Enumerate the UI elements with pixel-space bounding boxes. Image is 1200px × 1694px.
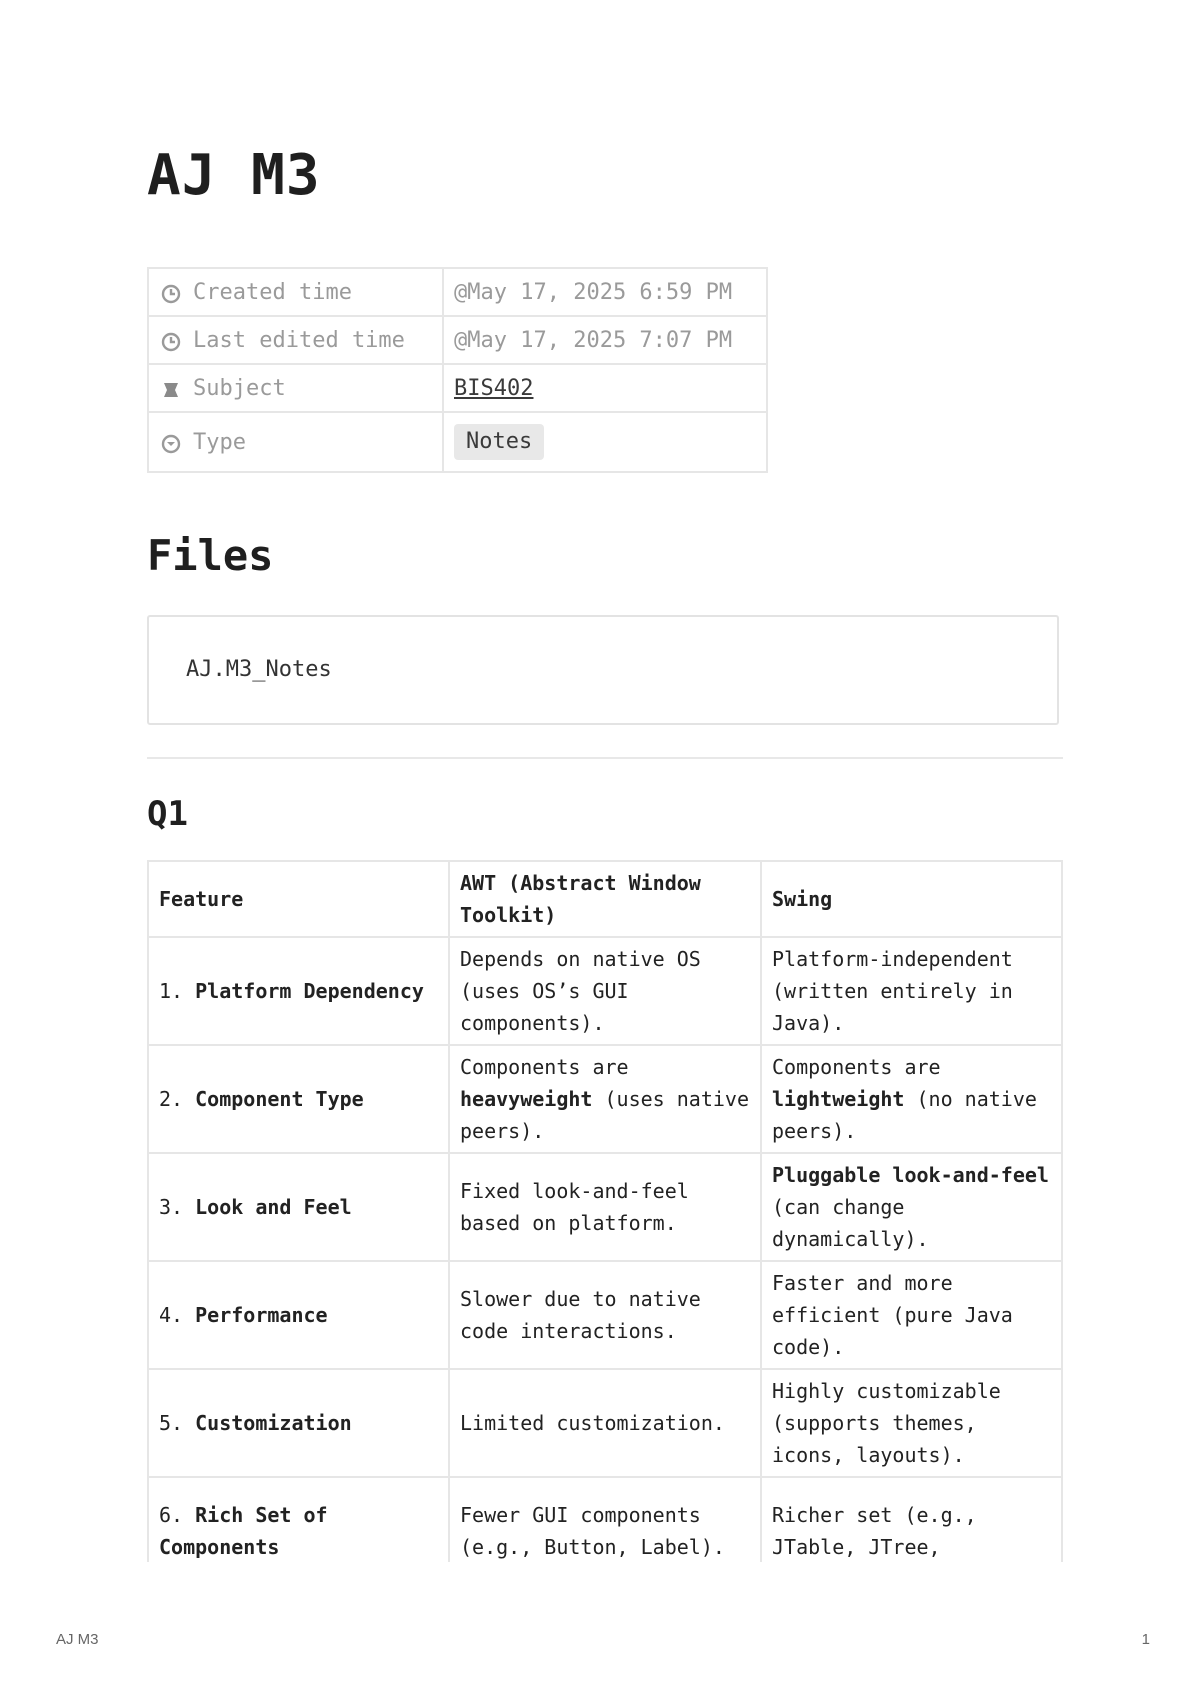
awt-text: heavyweight bbox=[460, 1087, 593, 1111]
property-row-subject bbox=[148, 364, 767, 412]
q1-heading: Q1 bbox=[147, 794, 188, 834]
swing-text: (no native peers). bbox=[772, 1087, 1037, 1143]
swing-cell bbox=[761, 1369, 1062, 1477]
feature-cell bbox=[148, 1153, 449, 1261]
awt-cell bbox=[449, 1477, 761, 1562]
property-key: Created time bbox=[193, 279, 352, 305]
swing-text: Highly customizable (supports themes, icons, layouts). bbox=[772, 1379, 1001, 1467]
awt-cell bbox=[449, 1261, 761, 1369]
type-tag[interactable]: Notes bbox=[454, 424, 544, 460]
feature-name: Performance bbox=[195, 1303, 328, 1327]
swing-text: Components are bbox=[772, 1055, 941, 1079]
file-name[interactable]: AJ.M3_Notes bbox=[186, 657, 332, 682]
awt-text: Fixed look-and-feel based on platform. bbox=[460, 1179, 689, 1235]
swing-text: Richer set (e.g., JTable, JTree, bbox=[772, 1503, 977, 1559]
swing-cell bbox=[761, 937, 1062, 1045]
table-header-row bbox=[148, 861, 1062, 937]
feature-cell bbox=[148, 1261, 449, 1369]
table-row bbox=[148, 1153, 1062, 1261]
feature-cell bbox=[148, 1045, 449, 1153]
feature-name: Platform Dependency bbox=[195, 979, 424, 1003]
awt-text: Slower due to native code interactions. bbox=[460, 1287, 701, 1343]
feature-name: Component Type bbox=[195, 1087, 364, 1111]
header-feature: Feature bbox=[148, 861, 449, 937]
footer-title: AJ M3 bbox=[56, 1631, 99, 1648]
awt-text: Components are bbox=[460, 1055, 629, 1079]
property-value: @May 17, 2025 7:07 PM bbox=[443, 316, 767, 364]
swing-cell bbox=[761, 1477, 1062, 1562]
table-row bbox=[148, 1261, 1062, 1369]
awt-text: (uses native peers). bbox=[460, 1087, 749, 1143]
swing-text: Platform-independent (written entirely in Java). bbox=[772, 947, 1013, 1035]
relation-icon bbox=[161, 380, 181, 400]
feature-cell bbox=[148, 1477, 449, 1562]
feature-name: Customization bbox=[195, 1411, 352, 1435]
comparison-table bbox=[147, 860, 1063, 1562]
clock-icon bbox=[161, 332, 181, 352]
properties-table bbox=[147, 267, 768, 473]
swing-cell bbox=[761, 1261, 1062, 1369]
table-row bbox=[148, 1369, 1062, 1477]
table-row bbox=[148, 1045, 1062, 1153]
property-value: @May 17, 2025 6:59 PM bbox=[443, 268, 767, 316]
swing-text: (can change dynamically). bbox=[772, 1195, 929, 1251]
property-row-created bbox=[148, 268, 767, 316]
awt-text: Fewer GUI components (e.g., Button, Label). bbox=[460, 1503, 725, 1559]
files-heading: Files bbox=[147, 531, 274, 580]
awt-cell bbox=[449, 1045, 761, 1153]
page-number: 1 bbox=[1141, 1631, 1150, 1648]
row-number: 3. bbox=[159, 1195, 196, 1219]
awt-text: Depends on native OS (uses OS’s GUI components). bbox=[460, 947, 701, 1035]
table-row bbox=[148, 937, 1062, 1045]
table-row bbox=[148, 1477, 1062, 1562]
property-row-last-edited bbox=[148, 316, 767, 364]
swing-cell bbox=[761, 1153, 1062, 1261]
awt-cell bbox=[449, 1153, 761, 1261]
awt-text: Limited customization. bbox=[460, 1411, 725, 1435]
feature-cell bbox=[148, 1369, 449, 1477]
row-number: 2. bbox=[159, 1087, 196, 1111]
swing-cell bbox=[761, 1045, 1062, 1153]
subject-link[interactable]: BIS402 bbox=[454, 375, 534, 401]
feature-cell bbox=[148, 937, 449, 1045]
header-swing: Swing bbox=[761, 861, 1062, 937]
comparison-table-wrap bbox=[147, 860, 1063, 1562]
property-row-type bbox=[148, 412, 767, 472]
row-number: 4. bbox=[159, 1303, 196, 1327]
row-number: 1. bbox=[159, 979, 196, 1003]
swing-text: Pluggable look-and-feel bbox=[772, 1163, 1049, 1187]
file-attachment[interactable] bbox=[147, 615, 1059, 725]
property-key: Subject bbox=[193, 375, 286, 401]
clock-icon bbox=[161, 284, 181, 304]
awt-cell bbox=[449, 1369, 761, 1477]
property-key: Last edited time bbox=[193, 327, 405, 353]
swing-text: lightweight bbox=[772, 1087, 905, 1111]
swing-text: Faster and more efficient (pure Java code). bbox=[772, 1271, 1013, 1359]
row-number: 6. bbox=[159, 1503, 196, 1527]
page-title: AJ M3 bbox=[147, 143, 321, 208]
feature-name: Look and Feel bbox=[195, 1195, 352, 1219]
awt-cell bbox=[449, 937, 761, 1045]
divider bbox=[147, 757, 1063, 759]
row-number: 5. bbox=[159, 1411, 196, 1435]
feature-name: Rich Set of Components bbox=[159, 1503, 328, 1559]
header-awt: AWT (Abstract Window Toolkit) bbox=[449, 861, 761, 937]
select-icon bbox=[161, 434, 181, 454]
property-key: Type bbox=[193, 429, 246, 455]
